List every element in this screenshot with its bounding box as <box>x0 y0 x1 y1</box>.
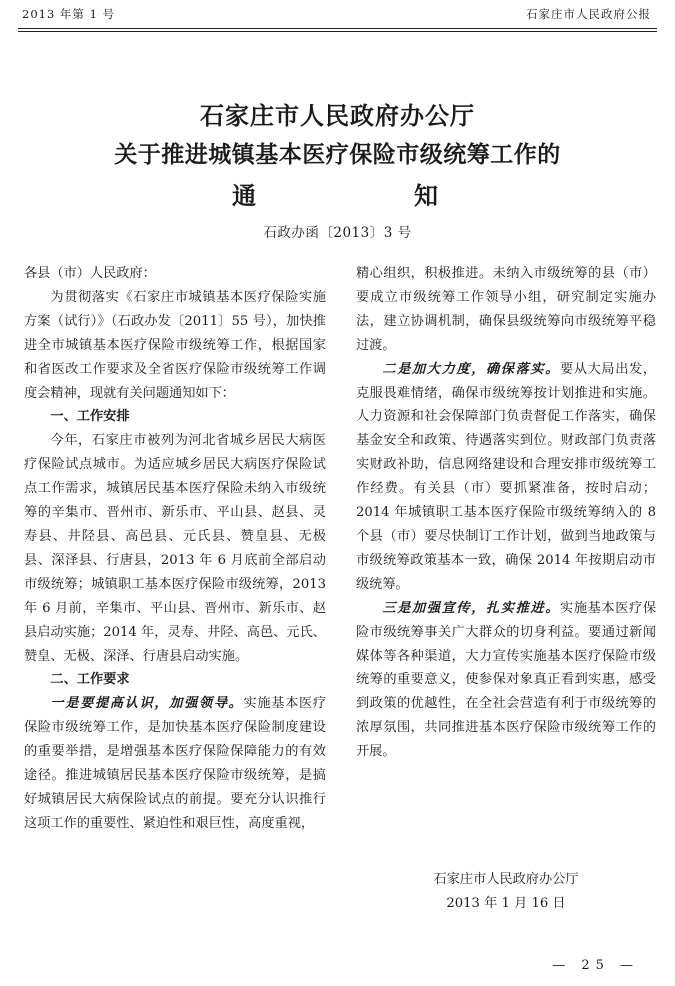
requirement-1-paragraph <box>24 692 326 835</box>
signature-org: 石家庄市人民政府办公厅 <box>433 872 579 887</box>
requirement-3-text: 实施基本医疗保险市级统筹事关广大群众的切身利益。要通过新闻媒体等各种渠道，大力宣传实施基本医疗保险市级统筹的重要意义，使参保对象真正看到实惠，感受到政策的优越性，在全社会营造有利于市级统筹的浓厚氛围，共同推进基本医疗保险市级统筹工作的开展。 <box>356 600 657 760</box>
page-number: — 25 — <box>552 958 639 973</box>
title-line-2: 关于推进城镇基本医疗保险市级统筹工作的 <box>114 142 561 168</box>
requirement-1-lead: 一是要提高认识，加强领导。 <box>50 696 244 712</box>
issue-label: 2013 年第 1 号 <box>22 7 116 21</box>
title-line-3-b: 知 <box>414 182 438 210</box>
header-rule-thin <box>18 31 657 32</box>
title-line-1: 石家庄市人民政府办公厅 <box>200 102 475 130</box>
requirement-2-lead: 二是加大力度，确保落实。 <box>382 361 561 377</box>
intro-paragraph: 为贯彻落实《石家庄市城镇基本医疗保险实施方案（试行）》（石政办发〔2011〕55 号），加快推进全市城镇基本医疗保险市级统筹工作，根据国家和省医改工作要求及全省医疗保险市级统筹工作调度会精神，现就有关问题通知如下： <box>24 289 326 401</box>
requirement-1-text: 实施基本医疗保险市级统筹工作，是加快基本医疗保险制度建设的重要举措，是增强基本医疗保险保障能力的有效途径。推进城镇居民基本医疗保险市级统筹，是搞好城镇居民大病保险试点的前提。要充分认识推行这项工作的重要性、紧迫性和艰巨性，高度重视， <box>24 696 327 831</box>
requirement-3-paragraph <box>356 597 656 764</box>
document-number: 石政办函〔2013〕3 号 <box>263 225 412 241</box>
right-column <box>356 262 656 764</box>
publication-name: 石家庄市人民政府公报 <box>526 7 651 21</box>
addressee: 各县（市）人民政府： <box>24 266 156 281</box>
section-2-heading: 二、工作要求 <box>50 672 130 688</box>
header-rule <box>18 28 657 29</box>
section-1-paragraph: 今年，石家庄市被列为河北省城乡居民大病医疗保险试点城市。为适应城乡居民大病医疗保险试点工作需求，城镇居民基本医疗保险未纳入市级统筹的辛集市、晋州市、新乐市、平山县、赵县、灵寿县、井陉县、高邑县、元氏县、赞皇县、无极县、深泽县、行唐县，2013 年 6 月底前全部启动市级统筹；城镇职工基本医疗保险市级统筹，2013 年 6 月前，辛集市、平山县、晋州市、新乐市、赵县启动实施；2014 年，灵寿、井陉、高邑、元氏、赞皇、无极、深泽、行唐县启动实施。 <box>24 433 326 664</box>
signature-date: 2013 年 1 月 16 日 <box>446 896 566 911</box>
requirement-2-text: 要从大局出发，克服畏难情绪，确保市级统筹按计划推进和实施。人力资源和社会保障部门负责督促工作落实，确保基金安全和政策、待遇落实到位。财政部门负责落实财政补助，信息网络建设和合理安排市级统筹工作经费。有关县（市）要抓紧准备，按时启动；2014 年城镇职工基本医疗保险市级统筹纳入的 8 个县（市）要尽快制订工作计划，做到当地政策与市级统筹政策基本一致，确保 2014 年按期启动市级统筹。 <box>356 361 657 592</box>
requirement-3-lead: 三是加强宣传，扎实推进。 <box>382 600 561 616</box>
requirement-2-paragraph <box>356 358 656 597</box>
requirement-1-continuation: 精心组织，积极推进。未纳入市级统筹的县（市）要成立市级统筹工作领导小组，研究制定实施办法，建立协调机制，确保县级统筹向市级统筹平稳过渡。 <box>356 266 656 353</box>
section-1-heading: 一、工作安排 <box>50 409 130 425</box>
left-column <box>24 262 326 836</box>
title-line-3-a: 通 <box>232 182 256 210</box>
